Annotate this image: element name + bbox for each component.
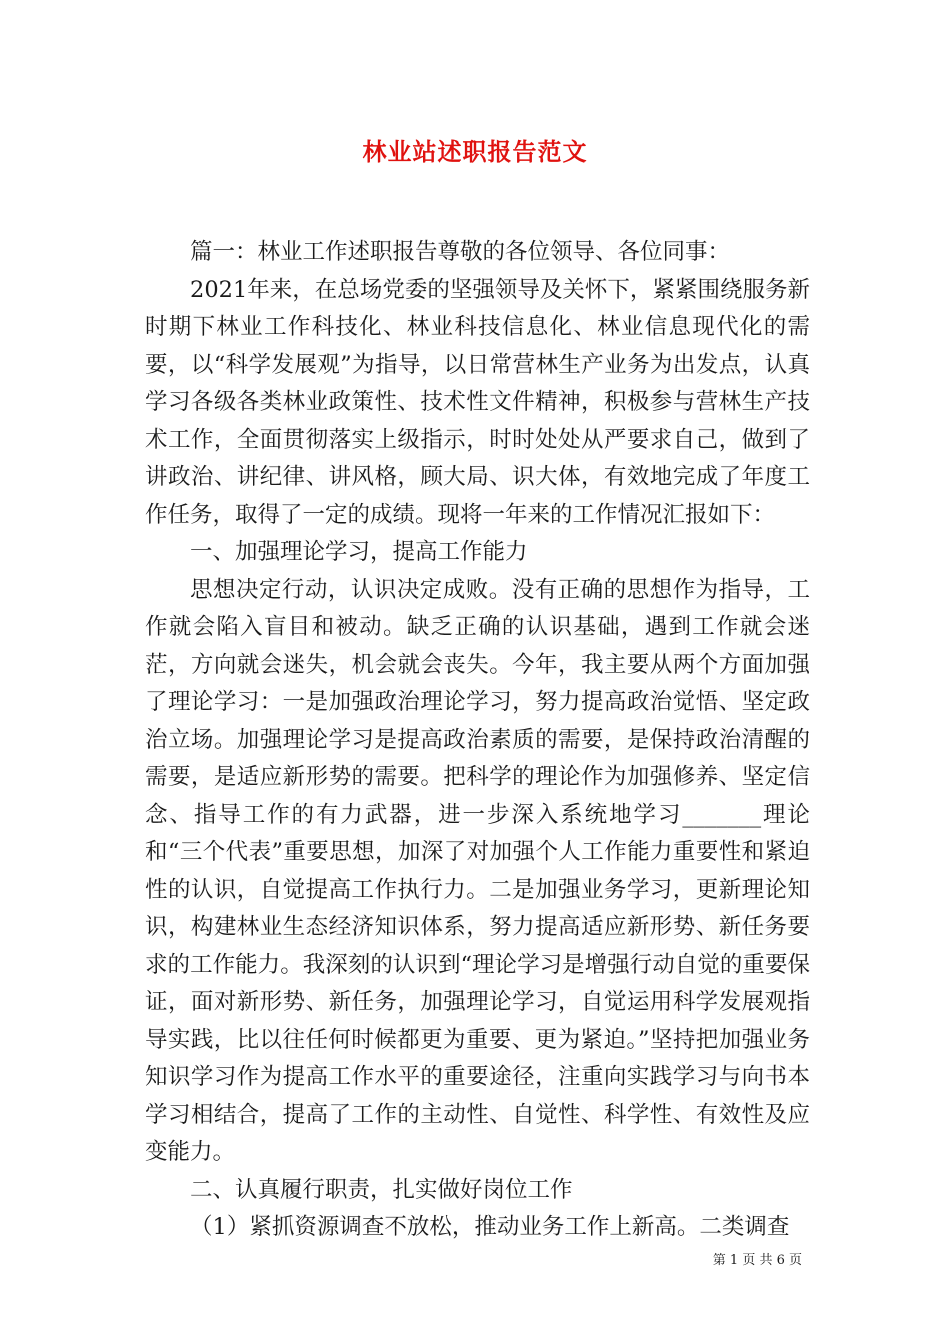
section-heading-1: 一、加强理论学习，提高工作能力 — [190, 539, 528, 565]
paragraph-resource-survey: （1）紧抓资源调查不放松，推动业务工作上新高。二类调查 — [190, 1214, 790, 1240]
section-heading-2: 二、认真履行职责，扎实做好岗位工作 — [190, 1176, 573, 1203]
page-number-footer: 第 1 页 共 6 页 — [712, 1253, 802, 1268]
paragraph-theory-study: 思想决定行动，认识决定成败。没有正确的思想作为指导，工作就会陷入盲目和被动。缺乏正确的认识基础，遇到工作就会迷茫，方向就会迷失，机会就会丧失。今年，我主要从两个方面加强了理论学习：一是加强政治理论学习，努力提高政治觉悟、坚定政治立场。加强理论学习是提高政治素质的需要，是保持政治清醒的需要，是适应新形势的需要。把科学的理论作为加强修养、坚定信念、指导工作的有力武器，进一步深入系统地学习_______理论和“三个代表”重要思想，加深了对加强个人工作能力重要性和紧迫性的认识，自觉提高工作执行力。二是加强业务学习，更新理论知识，构建林业生态经济知识体系，努力提高适应新形势、新任务要求的工作能力。我深刻的认识到“理论学习是增强行动自觉的重要保证，面对新形势、新任务，加强理论学习，自觉运用科学发展观指导实践，比以往任何时候都更为重要、更为紧迫。”坚持把加强业务知识学习作为提高工作水平的重要途径，注重向实践学习与向书本学习相结合，提高了工作的主动性、自觉性、科学性、有效性及应变能力。 — [145, 576, 810, 1165]
document-body — [145, 234, 810, 1247]
document-title: 林业站述职报告范文 — [362, 137, 588, 166]
paragraph-intro: 篇一：林业工作述职报告尊敬的各位领导、各位同事： — [190, 239, 731, 265]
paragraph-summary: 2021年来，在总场党委的坚强领导及关怀下，紧紧围绕服务新时期下林业工作科技化、林业科技信息化、林业信息现代化的需要，以“科学发展观”为指导，以日常营林生产业务为出发点，认真学习各级各类林业政策性、技术性文件精神，积极参与营林生产技术工作，全面贯彻落实上级指示，时时处处从严要求自己，做到了讲政治、讲纪律、讲风格，顾大局、识大体，有效地完成了年度工作任务，取得了一定的成绩。现将一年来的工作情况汇报如下： — [145, 276, 810, 528]
